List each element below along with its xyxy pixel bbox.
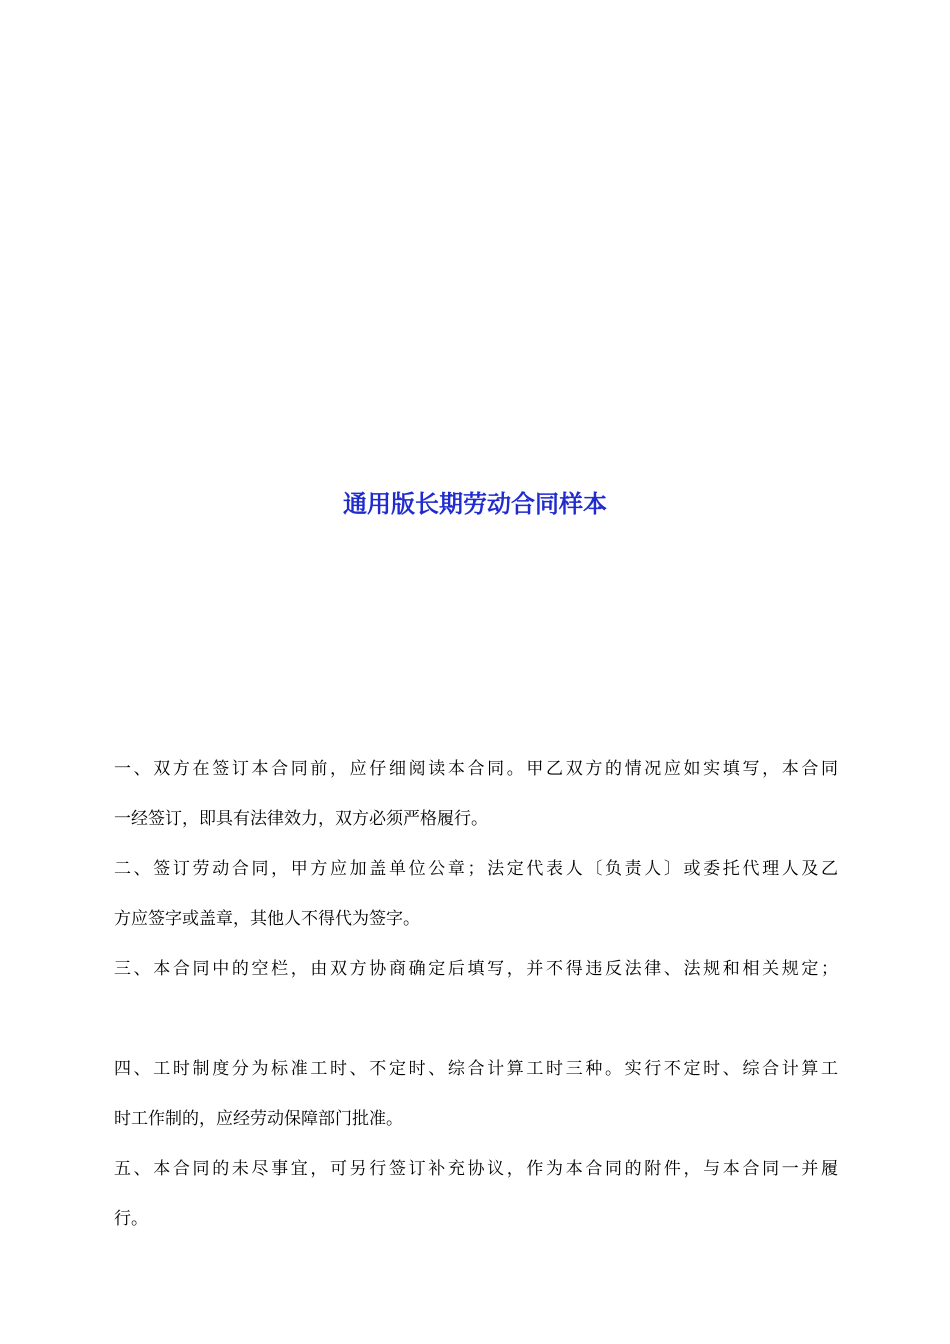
paragraph-line: 三、本合同中的空栏，由双方协商确定后填写，并不得违反法律、法规和相关规定； [114,959,838,979]
paragraph-line: 四、工时制度分为标准工时、不定时、综合计算工时三种。实行不定时、综合计算工 [114,1059,838,1079]
paragraph-line: 一、双方在签订本合同前，应仔细阅读本合同。甲乙双方的情况应如实填写，本合同 [114,759,838,779]
paragraph-line: 二、签订劳动合同，甲方应加盖单位公章；法定代表人〔负责人〕或委托代理人及乙 [114,859,838,879]
paragraph-line: 五、本合同的未尽事宜，可另行签订补充协议，作为本合同的附件，与本合同一并履 [114,1159,838,1179]
paragraph-line: 行。 [114,1209,148,1229]
paragraph-line: 一经签订，即具有法律效力，双方必须严格履行。 [114,809,488,829]
paragraph-line: 方应签字或盖章，其他人不得代为签字。 [114,909,420,929]
document-title: 通用版长期劳动合同样本 [343,489,607,518]
paragraph-line: 时工作制的，应经劳动保障部门批准。 [114,1109,403,1129]
